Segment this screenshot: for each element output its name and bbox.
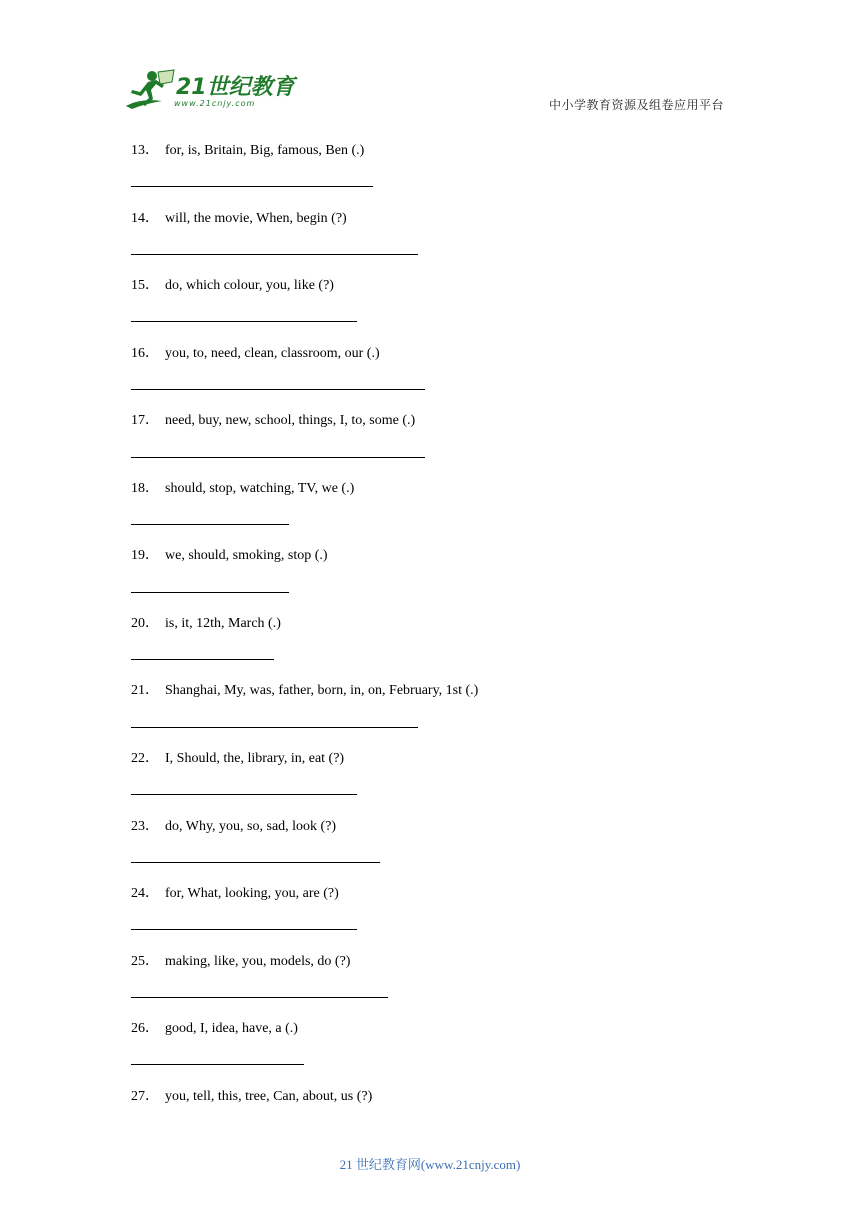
question-text: you, to, need, clean, classroom, our (.) <box>165 346 380 361</box>
question-text: good, I, idea, have, a (.) <box>165 1021 298 1036</box>
question-number: 26． <box>131 1021 159 1036</box>
footer-link[interactable]: 21 世纪教育网(www.21cnjy.com) <box>339 1157 521 1172</box>
answer-line[interactable] <box>131 862 380 863</box>
question-text: do, Why, you, so, sad, look (?) <box>165 819 337 834</box>
question-text: need, buy, new, school, things, I, to, some (.) <box>165 413 416 428</box>
header-tagline: 中小学教育资源及组卷应用平台 <box>549 98 725 112</box>
question-text: we, should, smoking, stop (.) <box>165 548 328 563</box>
question-number: 14． <box>131 211 159 226</box>
question-number: 17． <box>131 413 159 428</box>
answer-line[interactable] <box>131 321 357 322</box>
answer-line[interactable] <box>131 592 289 593</box>
question-number: 13． <box>131 143 159 158</box>
question-number: 19． <box>131 548 159 563</box>
question-item <box>131 950 350 970</box>
question-text: should, stop, watching, TV, we (.) <box>165 481 355 496</box>
question-item <box>131 409 415 429</box>
logo-text: 21世纪教育 <box>176 75 295 100</box>
question-item <box>131 679 478 699</box>
question-text: making, like, you, models, do (?) <box>165 954 351 969</box>
question-number: 22． <box>131 751 159 766</box>
question-number: 18． <box>131 481 159 496</box>
question-text: you, tell, this, tree, Can, about, us (?) <box>165 1089 373 1104</box>
question-item <box>131 207 347 227</box>
logo-url: www.21cnjy.com <box>174 99 256 108</box>
question-item <box>131 747 344 767</box>
question-number: 24． <box>131 886 159 901</box>
question-item <box>131 815 336 835</box>
question-number: 23． <box>131 819 159 834</box>
answer-line[interactable] <box>131 794 357 795</box>
question-number: 25． <box>131 954 159 969</box>
answer-line[interactable] <box>131 997 388 998</box>
question-text: for, What, looking, you, are (?) <box>165 886 339 901</box>
answer-line[interactable] <box>131 254 418 255</box>
answer-line[interactable] <box>131 659 274 660</box>
question-item <box>131 544 328 564</box>
question-number: 27． <box>131 1089 159 1104</box>
answer-line[interactable] <box>131 929 357 930</box>
page-footer <box>0 1154 860 1173</box>
question-item <box>131 274 334 294</box>
question-text: I, Should, the, library, in, eat (?) <box>165 751 345 766</box>
site-logo <box>122 68 295 114</box>
question-number: 15． <box>131 278 159 293</box>
question-number: 21． <box>131 683 159 698</box>
answer-line[interactable] <box>131 524 289 525</box>
answer-line[interactable] <box>131 1064 304 1065</box>
question-item <box>131 477 354 497</box>
question-text: for, is, Britain, Big, famous, Ben (.) <box>165 143 365 158</box>
answer-line[interactable] <box>131 389 425 390</box>
question-text: Shanghai, My, was, father, born, in, on, February, 1st (.) <box>165 683 479 698</box>
question-text: will, the movie, When, begin (?) <box>165 211 347 226</box>
question-text: is, it, 12th, March (.) <box>165 616 281 631</box>
answer-line[interactable] <box>131 457 425 458</box>
question-item <box>131 342 380 362</box>
question-text: do, which colour, you, like (?) <box>165 278 334 293</box>
question-number: 16． <box>131 346 159 361</box>
question-item <box>131 1017 298 1037</box>
answer-line[interactable] <box>131 727 418 728</box>
question-item <box>131 882 339 902</box>
question-item <box>131 139 364 159</box>
answer-line[interactable] <box>131 186 373 187</box>
runner-logo-icon <box>122 68 176 112</box>
question-item <box>131 1085 372 1105</box>
question-number: 20． <box>131 616 159 631</box>
question-item <box>131 612 281 632</box>
